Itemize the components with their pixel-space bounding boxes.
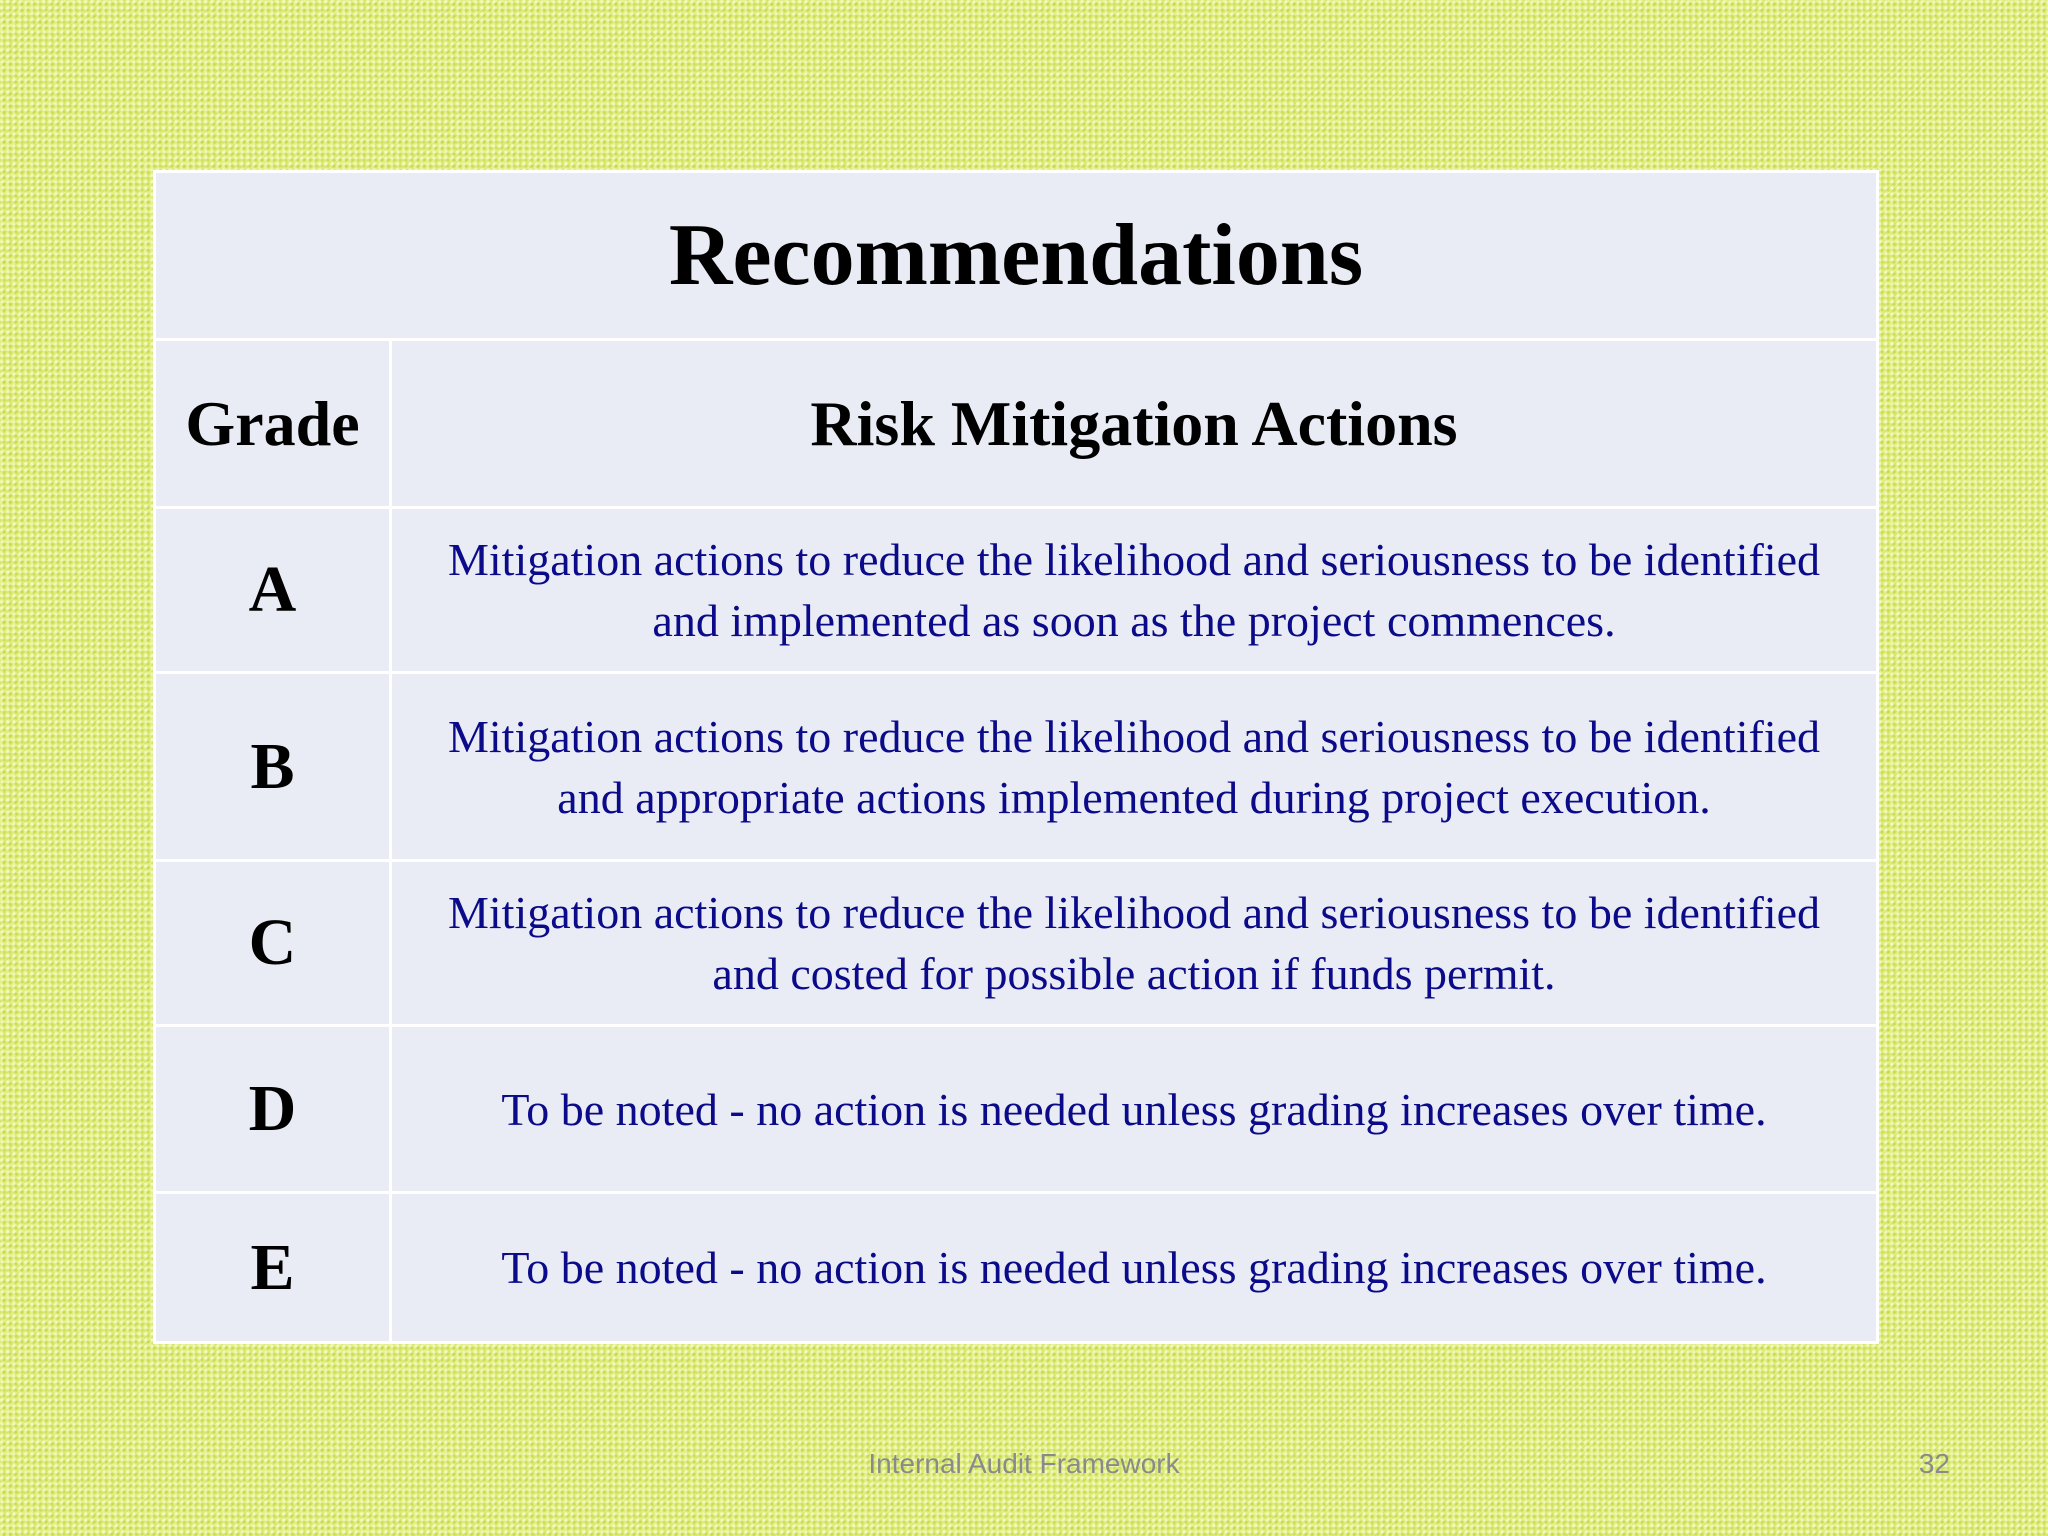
table-row bbox=[155, 1026, 1878, 1193]
action-cell: To be noted - no action is needed unless grading increases over time. bbox=[391, 1193, 1878, 1343]
action-cell: Mitigation actions to reduce the likelihood and seriousness to be identified and costed for possible action if funds permit. bbox=[391, 861, 1878, 1026]
grade-cell: A bbox=[155, 508, 391, 673]
grade-cell: D bbox=[155, 1026, 391, 1193]
actions-header: Risk Mitigation Actions bbox=[391, 340, 1878, 508]
recommendations-table bbox=[153, 170, 1879, 1344]
table-row bbox=[155, 508, 1878, 673]
action-cell: Mitigation actions to reduce the likelihood and seriousness to be identified and appropriate actions implemented during project execution. bbox=[391, 673, 1878, 861]
grade-cell: E bbox=[155, 1193, 391, 1343]
slide-footer: Internal Audit Framework bbox=[868, 1448, 1180, 1479]
table-row bbox=[155, 673, 1878, 861]
grade-cell: C bbox=[155, 861, 391, 1026]
table-row bbox=[155, 1193, 1878, 1343]
grade-cell: B bbox=[155, 673, 391, 861]
table-row bbox=[155, 861, 1878, 1026]
action-cell: To be noted - no action is needed unless grading increases over time. bbox=[391, 1026, 1878, 1193]
grade-header: Grade bbox=[155, 340, 391, 508]
title-row bbox=[155, 172, 1878, 340]
slide-title: Recommendations bbox=[155, 172, 1878, 340]
action-cell: Mitigation actions to reduce the likelihood and seriousness to be identified and implemented as soon as the project commences. bbox=[391, 508, 1878, 673]
page-number: 32 bbox=[1918, 1448, 1950, 1479]
header-row bbox=[155, 340, 1878, 508]
